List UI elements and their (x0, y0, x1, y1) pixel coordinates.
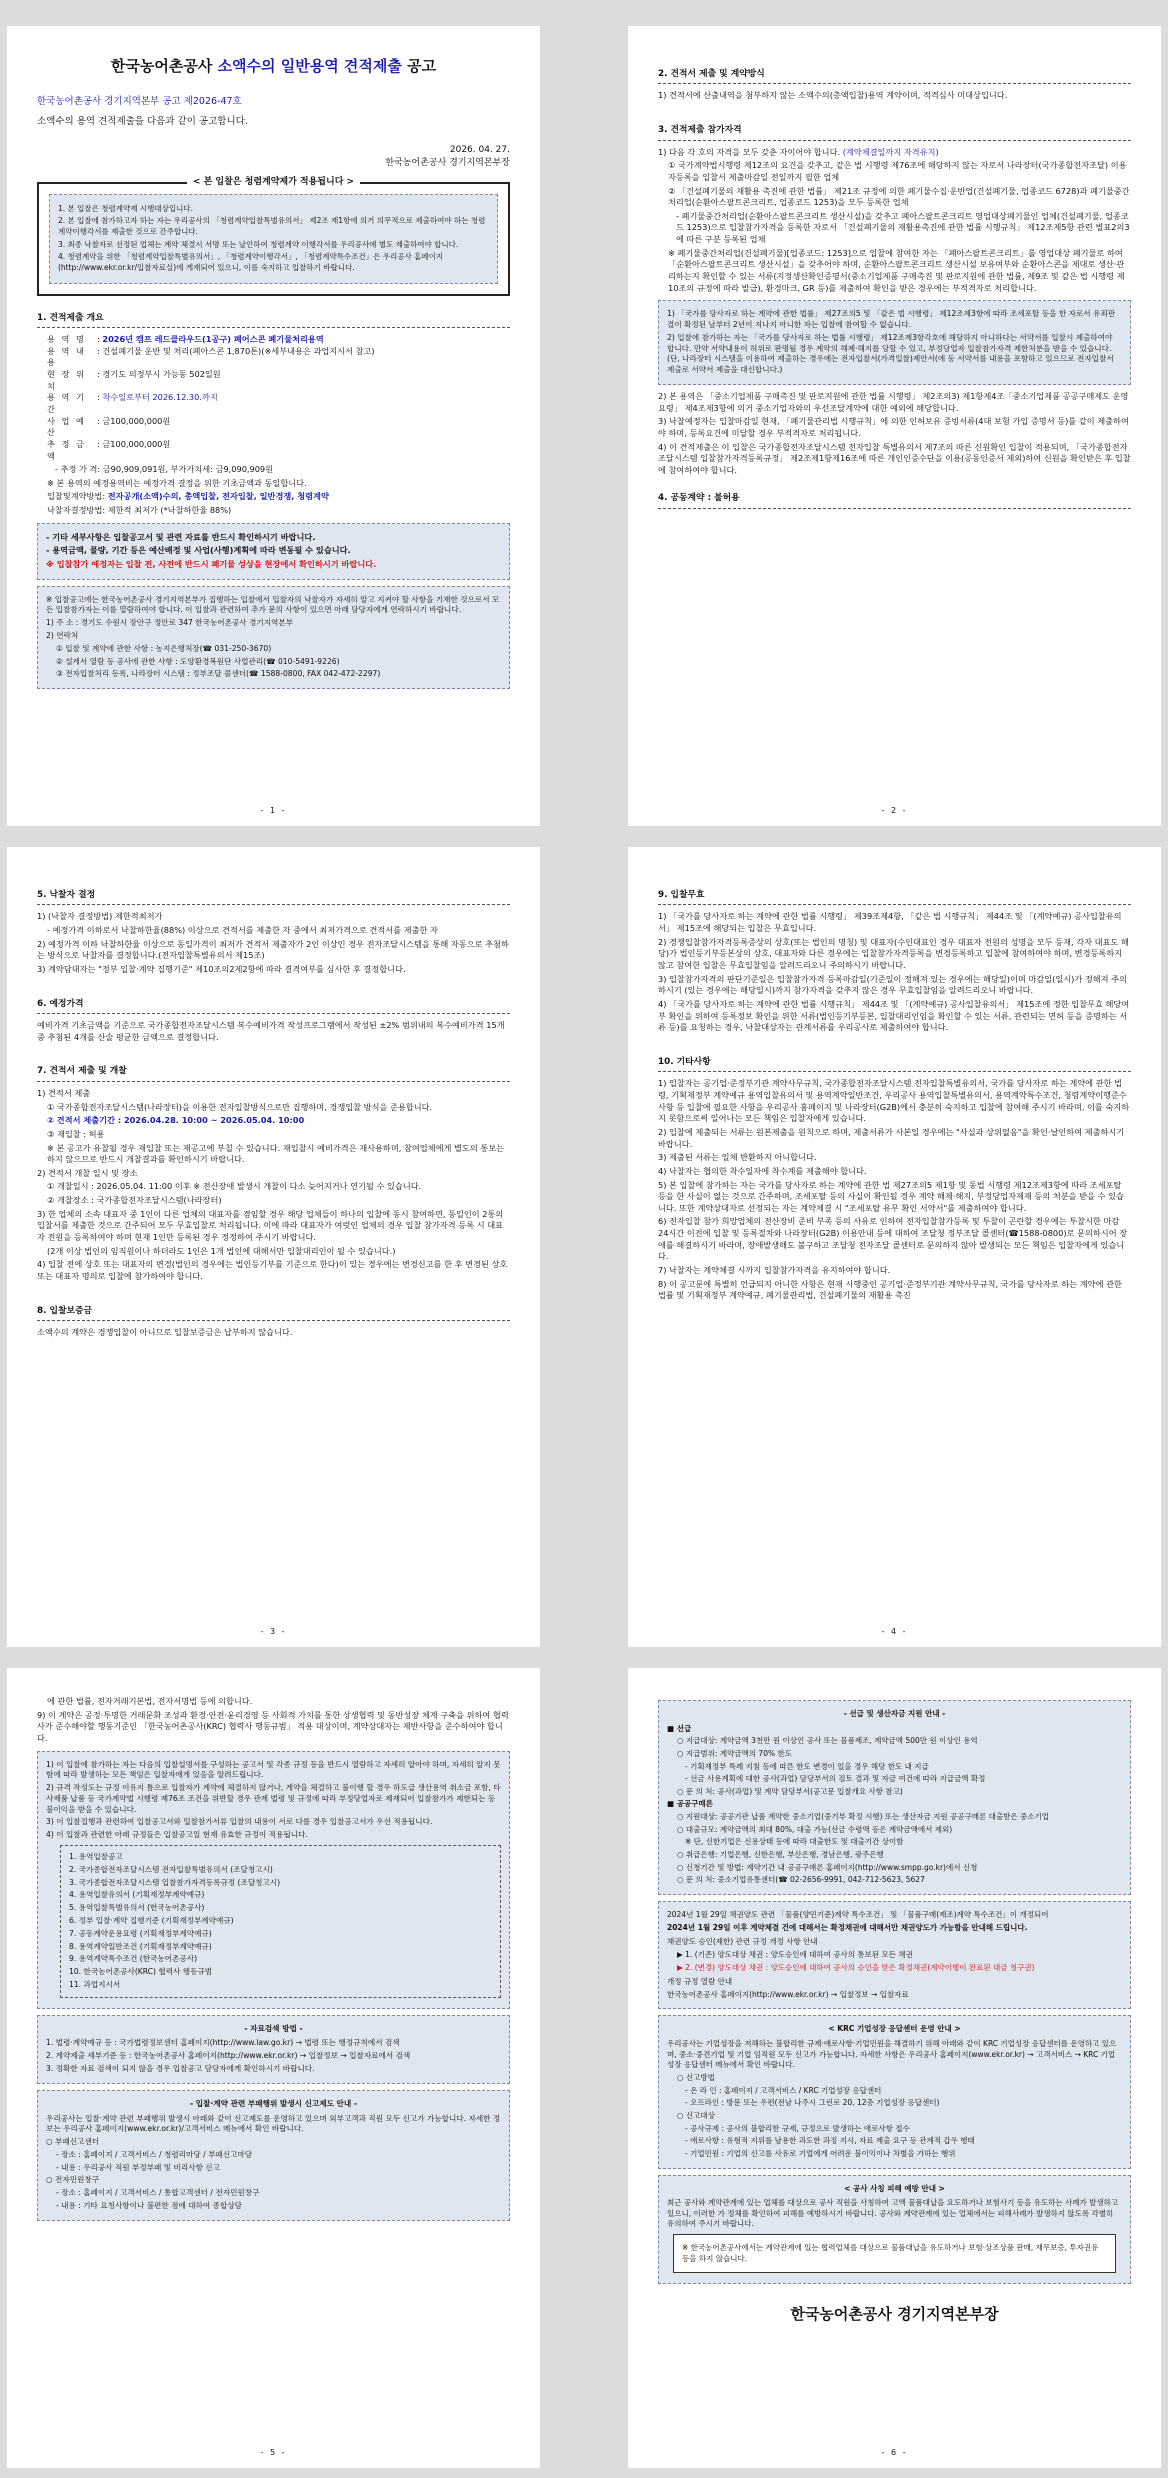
impersonation-warning-box: < 공사 사칭 피해 예방 안내 > 최근 공사와 계약관계에 있는 업체를 대상으로 공사 직원을 사칭하여 고액 물품대납을 요도하거나 보험사기 등을 유도하는 사례가 발생하고 있으니, 이러한 가 정체를 확인하여 피해를 예방하시기 바랍니다. 공사와 계약관계에 있는 업체에서는 피해사례가 발생하지 않도록 각별히 유의하여 주시기 바랍니다. ※ 한국농어촌공사에서는 계약관계에 있는 협력업체를 대상으로 물품대납을 유도하거나 보험·상조상품 판매, 재무보증, 투자권유 등을 하지 않습니다. (658, 2175, 1131, 2285)
integrity-box-title: < 본 입찰은 청렴계약제가 적용됩니다 > (187, 177, 360, 187)
bond-transfer-box: 2024년 1월 29일 채권양도 관련 「물품(양민기준)계약 특수조건」 및 「물품구매(제조)계약 특수조건」이 개정되어 2024년 1월 29일 이후 계약체결 건에 대해서는 확정채권에 대해서만 채권양도가 가능함을 안내해 드립니다. 채권양도 승인(제한) 관련 규정 개정 사항 안내 ▶ 1. (기존) 양도대상 채권 : 양도승인에 대하여 공사의 통보된 모든 채권 ▶ 2. (변경) 양도대상 채권 : 양도승인에 대하여 공사의 승인을 받은 확정채권(계약이행이 완료된 대금 청구권) 개정 규정 열람 안내 한국농어촌공사 홈페이지(http://www.ekr.or.kr) → 입찰정보 → 입찰자료 (658, 1901, 1131, 2009)
section-heading: 9. 입찰무효 (658, 890, 705, 900)
contact-box: ※ 입찰공고에는 한국농어촌공사 경기지역본부가 집행하는 입찰에서 입찰자의 낙찰자가 자세히 알고 지켜야 할 사항을 기재한 것으로서 모든 입찰참가자는 이를 열람하여야 합니다. 이 입찰과 관련하여 추가 문의 사항이 있으면 아래 담당자에게 연락하시기 바랍니다. 1) 주 소 : 경기도 수원시 장안구 정안로 347 한국농어촌공사 경기지역본부 2) 연락처 ① 입찰 및 계약에 관한 사항 : 농지은행처장(☎ 031-250-3670) ② 설계서 열람 등 공사에 관한 사항 : 도양환경복원단 사업관리(☎ 010-5491-9226) ③ 전자입찰처리 등록, 나라장터 시스템 : 정부조달 콜센터(☎ 1588-0800, FAX 042-472-2297) (37, 586, 510, 689)
document-page-3: 5. 낙찰자 결정 1) (낙찰자 결정방법) 제한적최저가 - 예정가격 이하로서 낙찰하한율(88%) 이상으로 견적서를 제출한 자 중에서 최저가격으로 견적서를 제출한 자 2) 예정가격 이하 낙찰하한율 이상으로 동일가격이 최저가 견적서 제출자가 2인 이상인 경우 전자조달시스템을 통해 자동으로 추첨하는 방식으로 낙찰자를 결정합니다.(전자입찰특별유의서 제15조) 3) 계약담대자는 "정부 입찰·계약 집행기준" 제10조의2제2항에 따라 결격여부를 심사한 후 결정합니다. 6. 예정가격 예비가격 기초금액을 기준으로 국가종합전자조달시스템 복수예비가격 작성프로그램에서 작성된 ±2% 범위내의 복수예비가격 15개중 추첨된 4개를 산술 평균한 금액으로 결정합니다. 7. 견적서 제출 및 개찰 1) 견적서 제출 ① 국가종합전자조달시스템(나라장터)을 이용한 전자입찰방식으로만 집행하며, 경쟁입찰 방식을 준용합니다. ② 견적서 제출기간 : 2026.04.28. 10:00 ~ 2026.05.04. 10:00 ③ 재입찰 : 허용 ※ 본 공고가 유찰될 경우 재입찰 또는 재공고에 부칠 수 있습니다. 재입찰시 예비가격은 재사용하며, 참여업체에게 별도의 통보는 하지 않으므로 반드시 개찰결과를 확인하시기 바랍니다. 2) 견적서 개찰 일시 및 장소 ① 개찰일시 : 2026.05.04. 11:00 이후 ※ 전산장애 발생시 개찰이 다소 늦어지거나 연기될 수 있습니다. ② 개찰장소 : 국가종합전자조달시스템(나라장터) 3) 한 업체의 소속 대표자 중 1인이 다른 업체의 대표자를 겸임할 경우 해당 업체들이 하나의 입찰에 동시 참여하면, 동일인이 2통의 입찰서를 제출한 것으로 간주되어 모두 무효입찰로 처리됩니다. 이에 따라 대표자가 여럿인 업체의 경우 입찰 참가자격 등록 시 대표자 전원을 등록하여야 하며 현재 1인만 등록된 경우 정정하여 주시기 바랍니다. (2개 이상 법인의 임직원이나 하더라도 1인은 1개 법인에 대해서만 입찰대리인이 될 수 있습니다.) 4) 입찰 전에 상호 또는 대표자의 변경(법인의 경우에는 법인등기부를 기준으로 한다)이 있는 경우에는 변경신고를 한 후 변경된 상호 또는 대표자 명의로 입찰에 참가하여야 합니다. 8. 입찰보증금 소액수의 계약은 경쟁입찰이 아니므로 입찰보증금은 납부하지 않습니다. - 3 - (7, 847, 540, 1647)
estimate-detail: - 추정 가 격: 금90,909,091원, 부가가치세: 금9,090,909원 (55, 464, 274, 475)
contract-method: 입찰및계약방법: 전자공개(소액)수의, 총액입찰, 전자입찰, 일반경쟁, 청렴계약 (47, 491, 329, 502)
info-search-box: - 자료검색 방법 - 1. 법령·계약예규 등 : 국가법령정보센터 홈페이지(http://www.law.go.kr) → 법령 또는 행정규칙에서 검색 2. 계약제출 세부기준 등 : 한국농어촌공사 홈페이지(http://www.ekr.or.kr) → 입찰정보 → 입찰자료에서 검색 3. 정확한 자료 검색이 되지 않을 경우 입찰공고 담당자에게 확인하시기 바랍니다. (37, 2015, 510, 2084)
notice-number: 한국농어촌공사 경기지역본부 공고 제2026-47호 (37, 96, 242, 108)
notice-box: 1) 「국가를 당사자로 하는 계약에 관한 법률」 제27조의5 및 「같은 법 시행령」 제12조제3항에 따라 조세포탈 등을 한 자로서 유죄판결이 확정된 날부터 2년이 지나지 아니한 자는 입찰에 참여할 수 없습니다. 2) 입찰에 참가하는 자는 「국가를 당사자로 하는 법률 시행령」 제12조제3항각호에 해당하지 아니하다는 서약서를 입찰시 제출하여야 합니다. 만약 서약내용이 허위로 판명될 경우 계약의 해제·해지를 당할 수 있고, 부정당업자 입찰참가자격 제한처분을 받을 수 있습니다. (단, 나라장터 시스템을 이용하여 제출하는 경우에는 전자입찰서(가격입찰)제안서(에 동 서약서를 내용을 포함하고 있으므로 전자입찰서 제출로 서약서 제출을 대신합니다.) (658, 300, 1131, 385)
section-heading: 7. 견적서 제출 및 개찰 (37, 1066, 127, 1077)
box-item: 2. 본 입찰에 참가하고자 하는 자는 우리공사의 「청렴계약입찰특별유의서」 제2조 제1항에 의거 의무적으로 제출하여야 하는 청렴계약이행각서를 제출한 것으로 간주합니다. (58, 216, 486, 237)
box-item: 4. 청렴계약을 위한 「청렴계약입찰특별유의서」, 「청렴계약이행각서」, 「청렴계약특수조건」은 우리공사 홈페이지(http://www.ekr.or.kr/입찰자료실)에 게재되어 있으니, 이를 숙지하고 입찰하기 바랍니다. (58, 252, 444, 272)
section-heading: 5. 낙찰자 결정 (37, 890, 96, 900)
notice-date: 2026. 04. 27. (449, 145, 510, 156)
page-number: - 2 - (881, 805, 908, 815)
rules-list: 1. 용역입찰공고 2. 국가종합전자조달시스템 전자입찰특별유의서 (조달청고시) 3. 국가종합전자조달시스템 입찰참가자격등록규정 (조달청고시) 4. 용역입찰유의서 (기획재정부계약예규) 5. 용역입찰특별유의서 (한국농어촌공사) 6. 정부 입찰·계약 집행기준 (기획재정부계약예규) 7. 공동계약운용요령 (기획재정부계약예규) 8. 용역계약일반조건 (기획재정부계약예규) 9. 용역계약특수조건 (한국농어촌공사) 10. 한국농어촌공사(KRC) 협력사 행동규범 11. 과업지시서 (60, 1845, 501, 1998)
page-number: - 4 - (881, 1626, 908, 1636)
integrity-contract-box (37, 176, 510, 296)
section-heading: 6. 예정가격 (37, 998, 84, 1009)
section-heading: 10. 기타사항 (658, 1056, 711, 1067)
signature: 한국농어촌공사 경기지역본부장 (790, 2305, 999, 2324)
bid-notes-box: 1) 이 입찰에 참가하는 자는 다음의 입찰설명서를 구성하는 공고서 및 각종 규정 등을 반드시 열람하고 자세히 알아야 하며, 자세히 알지 못함에 따라 발생하는 모든 책임은 입찰자에게 있음을 알려드립니다. 2) 규격 작성도는 규정 이유지 틈으로 입찰자가 계약에 체결하지 않거나, 계약을 체결하고 불이행 할 경우 하도급 생산용역 취소금 포함, 타사제품 납품 등 국가계약법 시행령 제76조 조건을 위반할 경우 관계 법령 및 규정에 따라 부정당업자로 제재되어 입찰참가가 제한되는 등 불이익을 받을 수 있습니다. 3) 이 입찰집행과 관련하여 입찰공고서와 입찰참가서류 입찰의 내용이 서로 다를 경우 입찰공고서가 우선 적용됩니다. 4) 이 입찰과 관련한 아래 규정들은 입찰공고일 현재 유효한 규정이 적용됩니다. 1. 용역입찰공고 2. 국가종합전자조달시스템 전자입찰특별유의서 (조달청고시) 3. 국가종합전자조달시스템 입찰참가자격등록규정 (조달청고시) 4. 용역입찰유의서 (기획재정부계약예규) 5. 용역입찰특별유의서 (한국농어촌공사) 6. 정부 입찰·계약 집행기준 (기획재정부계약예규) 7. 공동계약운용요령 (기획재정부계약예규) 8. 용역계약일반조건 (기획재정부계약예규) 9. 용역계약특수조건 (한국농어촌공사) 10. 한국농어촌공사(KRC) 협력사 행동규범 11. 과업지시서 (37, 1751, 510, 2009)
box-item: 3. 최종 낙찰자로 선정된 업체는 계약 체결시 서명 또는 날인하여 청렴계약 이행각서를 우리공사에 별도 제출하여야 합니다. (58, 239, 459, 249)
impersonation-note: ※ 한국농어촌공사에서는 계약관계에 있는 협력업체를 대상으로 물품대납을 유도하거나 보험·상조상품 판매, 재무보증, 투자권유 등을 하지 않습니다. (673, 2234, 1116, 2273)
issuer: 한국농어촌공사 경기지역본부장 (385, 158, 510, 169)
page-number: - 1 - (260, 805, 287, 815)
document-page-2: 2. 견적서 제출 및 계약방식 1) 견적서에 산출내역을 첨부하지 않는 소액수의(총액입찰)용역 계약이며, 적격심사 미대상입니다. 3. 견적제출 참가자격 1) 다음 각 호의 자격을 모두 갖춘 자이어야 합니다. (계약체결일까지 자격유지) ① 국가계약법시행령 제12조의 요건을 갖추고, 같은 법 시행령 제76조에 해당하지 않는 자로서 나라장터(국가종합전자조달) 이용자등록을 입찰서 제출마감일 전일까지 필한 업체 ② 「건설폐기물의 재활용 촉진에 관한 법률」 제21조 규정에 의한 폐기물수집·운반업(건설폐기물, 업종코드 6728)과 폐기물중간처리업(순환아스팔트콘크리트, 업종코드 1253)을 모두 등록한 업체 - 폐기물중간처리업(순환아스팔트콘크리트 생산시설)을 갖추고 폐아스팔트콘크리트 영업대상폐기물인 업체(건설폐기물, 업종코드 1253)으로 입찰참가자격을 등록한 자로서 「건설폐기물의 재활용촉진에 관한 법률 시행규칙」 제12조제5항 관련 별표2의3에 따른 구분 등록된 업체 ※ 폐기물중간처리업(건설폐기물)[업종코드: 1253]으로 입찰에 참여한 자는 「폐아스팔트콘크리트」를 영업대상 폐기물로 하여 「순환아스팔트콘크리트 생산시설」을 갖추어야 하며, 순환아스팔트콘크리트 생산시설 보유여부와 순환아스콘을 제대로 생산·관리하는지 확인할 수 있는 서류(지정생산확인증명서(중소기업제품 구매촉진 및 판로지원에 관한 법률, 제9조 및 같은 법 시행령 제10조의 규정에 따라 발급), 환경마크, GR 등)를 제출하여 확인을 받은 경우에는 부적격자로 처리합니다. 1) 「국가를 당사자로 하는 계약에 관한 법률」 제27조의5 및 「같은 법 시행령」 제12조제3항에 따라 조세포탈 등을 한 자로서 유죄판결이 확정된 날부터 2년이 지나지 아니한 자는 입찰에 참여할 수 없습니다. 2) 입찰에 참가하는 자는 「국가를 당사자로 하는 법률 시행령」 제12조제3항각호에 해당하지 아니하다는 서약서를 입찰시 제출하여야 합니다. 만약 서약내용이 허위로 판명될 경우 계약의 해제·해지를 당할 수 있고, 부정당업자 입찰참가자격 제한처분을 받을 수 있습니다. (단, 나라장터 시스템을 이용하여 제출하는 경우에는 전자입찰서(가격입찰)제안서(에 동 서약서를 내용을 포함하고 있으므로 전자입찰서 제출로 서약서 제출을 대신합니다.) 2) 본 용역은 「중소기업제품 구매촉진 및 판로지원에 관한 법률 시행령」 제2조의3) 제1항제4조「중소기업제품 공공구매제도 운영 요령」 제4조제3항에 의거 중소기업자와의 우선조달계약에 대한 예외에 해당합니다. 3) 낙찰예정자는 입찰마감일 현재, 「폐기물관리법 시행규칙」에 의한 인허보유 증빙서류(4대 보험 가입 증명서 등)를 같이 제출하여야 하며, 등록요건에 미달할 경우 부적격자로 처리됩니다. 4) 이 견적제출은 이 입찰은 국가종합전자조달시스템 전자입찰 특별유의서 제7조의 따른 신원확인 입찰이 적용되며, 「국가종합전자조달시스템 입찰참가자격등록규정」 제2조제1항제16조에 따른 개인인증수단을 이용(공동인증서 제외)하여 신원을 확인받은 후 입찰에 참여하여야 합니다. 4. 공동계약 : 불허용 - 2 - (628, 26, 1161, 826)
section-heading: 1. 견적제출 개요 (37, 312, 104, 323)
section-heading: 2. 견적서 제출 및 계약방식 (658, 69, 765, 79)
growth-center-box: < KRC 기업성장 응답센터 운영 안내 > 우리공사는 기업성장을 저해하는 불합리한 규제·애로사항·기업민원을 해결하기 위해 아래와 같이 KRC 기업성장 응답센터를 운영하고 있으며, 중소·중견기업 및 기업 임직원 모두 신고가 가능합니다. 자세한 사항은 우리공사 홈페이지(www.ekr.or.kr) → 고객서비스 → KRC 기업성장 응답센터 메뉴에서 확인 바랍니다. ○ 신고방법 - 온 라 인 : 홈페이지 / 고객서비스 / KRC 기업성장 응답센터 - 오프라인 : 방문 또는 우편(전남 나주시 그린로 20, 12층 기업성장 응답센터) ○ 신고대상 - 공사규제 : 공사의 불합리한 규제, 규정으로 발생하는 애로사항 접수 - 애로사항 : 유형적 지위를 남용한 과도한 과징 지시, 자료 제출 요구 등 관계적 갑우 행태 - 기업민원 : 기업의 신고를 사유로 기업에게 어려운 불이익이나 차별을 가하는 행위 (658, 2015, 1131, 2168)
page-number: - 3 - (260, 1626, 287, 1636)
intro-text: 소액수의 용역 견적제출을 다음과 같이 공고합니다. (37, 115, 248, 127)
prelim-note: ※ 본 용역의 예정용역비는 예정가격 결정을 위한 기초금액과 동일합니다. (47, 477, 307, 488)
page-title: 한국농어촌공사 소액수의 일반용역 견적제출 공고 (110, 57, 437, 75)
fraud-report-box: - 입찰·계약 관련 부패행위 발생시 신고제도 안내 - 우리공사는 입찰·계약 관련 부패행위 발생시 아래와 같이 신고제도를 운영하고 있으며 외부고객과 직원 모두 신고가 가능합니다. 자세한 정보는 우리공사 홈페이지(www.ekr.or.kr)/고객서비스 메뉴에서 확인 바랍니다. ○ 부패신고센터 - 장소 : 홈페이지 / 고객서비스 / 청렴리마당 / 부패신고마당 - 내용 : 우리공사 직원 부정부패 및 비리사항 신고 ○ 전자민원창구 - 장소 : 홈페이지 / 고객서비스 / 통합고객센터 / 전자민원창구 - 내용 : 기타 요청사항이나 불편한 점에 대하여 종합상담 (37, 2090, 510, 2221)
document-page-1 (7, 26, 540, 826)
award-method: 낙찰자결정방법: 제한적 최저가 (*낙찰하한율 88%) (47, 505, 232, 516)
document-page-5: 에 관한 법률, 전자거래기본법, 전자서명법 등에 의합니다. 9) 이 계약은 공정·투명한 거래문화 조성과 환경·안전·윤리경영 등 사회적 가치를 통한 상생협력 및 동반성장 체계 구축을 위하여 협력사가 준수해야할 행동기준인 「한국농어촌공사(KRC) 협력사 행동규범」 적용 대상이며, 계약상대자는 제반사항을 준수하여야 합니다. 1) 이 입찰에 참가하는 자는 다음의 입찰설명서를 구성하는 공고서 및 각종 규정 등을 반드시 열람하고 자세히 알아야 하며, 자세히 알지 못함에 따라 발생하는 모든 책임은 입찰자에게 있음을 알려드립니다. 2) 규격 작성도는 규정 이유지 틈으로 입찰자가 계약에 체결하지 않거나, 계약을 체결하고 불이행 할 경우 하도급 생산용역 취소금 포함, 타사제품 납품 등 국가계약법 시행령 제76조 조건을 위반할 경우 관계 법령 및 규정에 따라 부정당업자로 제재되어 입찰참가가 제한되는 등 불이익을 받을 수 있습니다. 3) 이 입찰집행과 관련하여 입찰공고서와 입찰참가서류 입찰의 내용이 서로 다를 경우 입찰공고서가 우선 적용됩니다. 4) 이 입찰과 관련한 아래 규정들은 입찰공고일 현재 유효한 규정이 적용됩니다. 1. 용역입찰공고 2. 국가종합전자조달시스템 전자입찰특별유의서 (조달청고시) 3. 국가종합전자조달시스템 입찰참가자격등록규정 (조달청고시) 4. 용역입찰유의서 (기획재정부계약예규) 5. 용역입찰특별유의서 (한국농어촌공사) 6. 정부 입찰·계약 집행기준 (기획재정부계약예규) 7. 공동계약운용요령 (기획재정부계약예규) 8. 용역계약일반조건 (기획재정부계약예규) 9. 용역계약특수조건 (한국농어촌공사) 10. 한국농어촌공사(KRC) 협력사 행동규범 11. 과업지시서 - 자료검색 방법 - 1. 법령·계약예규 등 : 국가법령정보센터 홈페이지(http://www.law.go.kr) → 법령 또는 행정규칙에서 검색 2. 계약제출 세부기준 등 : 한국농어촌공사 홈페이지(http://www.ekr.or.kr) → 입찰정보 → 입찰자료에서 검색 3. 정확한 자료 검색이 되지 않을 경우 입찰공고 담당자에게 확인하시기 바랍니다. - 입찰·계약 관련 부패행위 발생시 신고제도 안내 - 우리공사는 입찰·계약 관련 부패행위 발생시 아래와 같이 신고제도를 운영하고 있으며 외부고객과 직원 모두 신고가 가능합니다. 자세한 정보는 우리공사 홈페이지(www.ekr.or.kr)/고객서비스 메뉴에서 확인 바랍니다. ○ 부패신고센터 - 장소 : 홈페이지 / 고객서비스 / 청렴리마당 / 부패신고마당 - 내용 : 우리공사 직원 부정부패 및 비리사항 신고 ○ 전자민원창구 - 장소 : 홈페이지 / 고객서비스 / 통합고객센터 / 전자민원창구 - 내용 : 기타 요청사항이나 불편한 점에 대하여 종합상담 - 5 - (7, 1668, 540, 2468)
section-heading: 4. 공동계약 : 불허용 (658, 493, 740, 504)
section-heading: 3. 견적제출 참가자격 (658, 125, 742, 136)
document-page-4: 9. 입찰무효 1) 「국가를 당사자로 하는 계약에 관한 법률 시행령」 제39조제4항, 「같은 법 시행규칙」 제44조 및 「(계약예규) 공사입찰유의서」 제15조에 해당되는 입찰은 무효입니다. 2) 경쟁입찰참가자격등록증상의 상호(또는 법인의 명칭) 및 대표자(수인대표인 경우 대표자 전원의 성명을 모두 등재, 각자 대표도 해당)가 법인등기부등본상의 상호, 대표자와 다른 경우에는 입찰참가자격등록을 변경등록하고 입찰에 참여하여야 하며, 변경등록하지 않고 참여한 입찰은 무효입찰임을 알려드리오니 주의하시기 바랍니다. 3) 입찰참가자격의 판단기준일은 입찰참가자격 등록마감일(기준일이 정해져 있는 경우에는 해당일)이며 마감일(일시)가 정해져 주의하시기 (있는 경우에는 해당일시)까지 참가자격을 갖추지 않은 경우 무효입찰임을 알려드리오니 바랍니다. 4) 「국가를 당사자로 하는 계약에 관한 법률 시행규칙」 제44조 및 「(계약예규) 공사입찰유의서」 제15조에 정한 입찰무효 해당여부 확인을 위하여 등록정보 확인을 위한 서류(법인등기부등본, 입찰대리인임을 확인할 수 있는 서류, 관련되는 면허 등을 증명하는 서류 등)를 요청하는 경우, 낙찰대상자는 관계서류를 우리공사로 제출하여야 합니다. 10. 기타사항 1) 입찰자는 공기업·준정부기관 계약사무규칙, 국가종합전자조달시스템 전자입찰특별유의서, 국가를 당사자로 하는 계약에 관한 법령, 기획재정부 계약예규 용역입찰유의서 및 용역계약일반조건, 우리공사 용역입찰특별유의서, 용역계약특수조건, 청렴계약이행준수사항 등 입찰에 필요한 사항을 우리공사 홈페이지 및 나라장터(G2B)에서 충분히 숙지하고 입찰에 참여해 주시기 바라며, 이를 숙지하지 못함으로써 일어나는 모든 책임은 입찰자에게 있습니다. 2) 입찰에 제출되는 서류는 원본제출을 원칙으로 하며, 제출서류가 사본일 경우에는 "사실과 상위없음"을 확인·날인하여 제출하시기 바랍니다. 3) 제출된 서류는 일체 반환하지 아니합니다. 4) 낙찰자는 협의한 착수일자에 착수계를 제출해야 합니다. 5) 본 입찰에 참가하는 자는 국가를 당사자로 하는 계약에 관한 법 제27조의5 제1항 및 동법 시행령 제12조제3항에 따라 조세포탈 등을 한 사실이 없는 것으로 간주하며, 조세포탈 등의 사실이 확인될 경우 계약 해제·해지, 부정당업자제재 등의 처분을 받을 수 있습니다. 또한 계약상대자로 선정되는 자는 계약체결 시 "조세포탈 유무 확인 서약서"를 제출하여야 합니다. 6) 전자입찰 참가 희망업체의 전산장비 준비 부족 등의 사유로 인하여 전자입찰참가등록 및 투찰이 곤란할 경우에는 투찰시한 마감 24시간 이전에 입찰 및 등록절차와 나라장터(G2B) 이용안내 등에 대하여 조달청 정부조달 콜센터(☎1588-0800)로 문의하시어 장애를 해결하시기 바라며, 장애발생해도 불구하고 조달청 전자조달 콜센터로 문의하지 않아 발생되는 모든 책임은 입찰자에게 있습니다. 7) 낙찰자는 계약체결 시까지 입찰참가자격을 유지하여야 합니다. 8) 이 공고문에 특별히 언급되지 아니한 사항은 현재 시행중인 공기업·준정부기관 계약사무규칙, 국가를 당사자로 하는 계약에 관한 법률 및 기획재정부 계약예규, 폐기물관리법, 건설폐기물의 재활용 촉진 - 4 - (628, 847, 1161, 1647)
page-number: - 5 - (260, 2447, 287, 2457)
advance-payment-box: - 선급 및 생산자금 지원 안내 - ■ 선급 ○ 지급대상: 계약금액 3천만 원 이상인 공사 또는 물품제조, 계약금액 500만 원 이상인 용역 ○ 지급범위: 계약금액의 70% 한도 - 기획재정부 특례 지침 등에 따른 한도 변경이 있을 경우 해당 한도 내 지급 - 선금 사용계획에 대한 공사(과업) 담당부서의 검토 결과 및 자금 여건에 따라 지급금액 확정 ○ 문 의 처: 공사(과업) 및 계약 담당부서(공고문 입찰개요 사항 참고) ■ 공공구매론 ○ 지원대상: 공공기관 납품 계약한 중소기업(중기부 확정 시행) 또는 생산자금 지원 공공구매론 대출받은 중소기업 ○ 대출규모: 계약금액의 최대 80%, 대출 가능(선금 수령액 등은 계약금액에서 제외) ※ 단, 신한기업은 신용상태 등에 따라 대출한도 및 대출기간 상이함 ○ 취급은행: 기업은행, 신한은행, 부산은행, 경남은행, 광주은행 ○ 신청기간 및 방법: 계약기간 내 공공구매론 홈페이지(http://www.smpp.go.kr)에서 신청 ○ 문 의 처: 중소기업유통센터(☎ 02-2656-9991, 042-712-5623, 5627 (658, 1700, 1131, 1895)
document-page-6 (628, 1668, 1161, 2468)
warning-box: - 기타 세부사항은 입찰공고서 및 관련 자료를 반드시 확인하시기 바랍니다. - 용역금액, 물량, 기간 등은 예산배정 및 사업(사행)계획에 따라 변동될 수 있습니다. ※ 입찰참가 예정자는 입찰 전, 사전에 반드시 폐기물 성상을 현장에서 확인하시기 바랍니다. (37, 523, 510, 580)
page-number: - 6 - (881, 2447, 908, 2457)
overview-table: 용 역 명 : 2026년 캠프 레드클라우드(1공구) 폐어스콘 폐기물처리용역 용 역 내 용 : 건설폐기물 운반 및 처리(폐아스콘 1,870톤)(※세부내용은 과업지시서 참고) 현 장 위 치 : 경기도 의정부시 가능동 502일원 용 역 기 간 : 착수일로부터 2026.12.30.까지 사 업 예 산 : 금100,000,000원 추 정 금 액 : 금100,000,000원 (47, 334, 375, 461)
box-item: 1. 본 입찰은 청렴계약제 시행대상입니다. (58, 203, 193, 213)
section-heading: 8. 입찰보증금 (37, 1305, 93, 1316)
